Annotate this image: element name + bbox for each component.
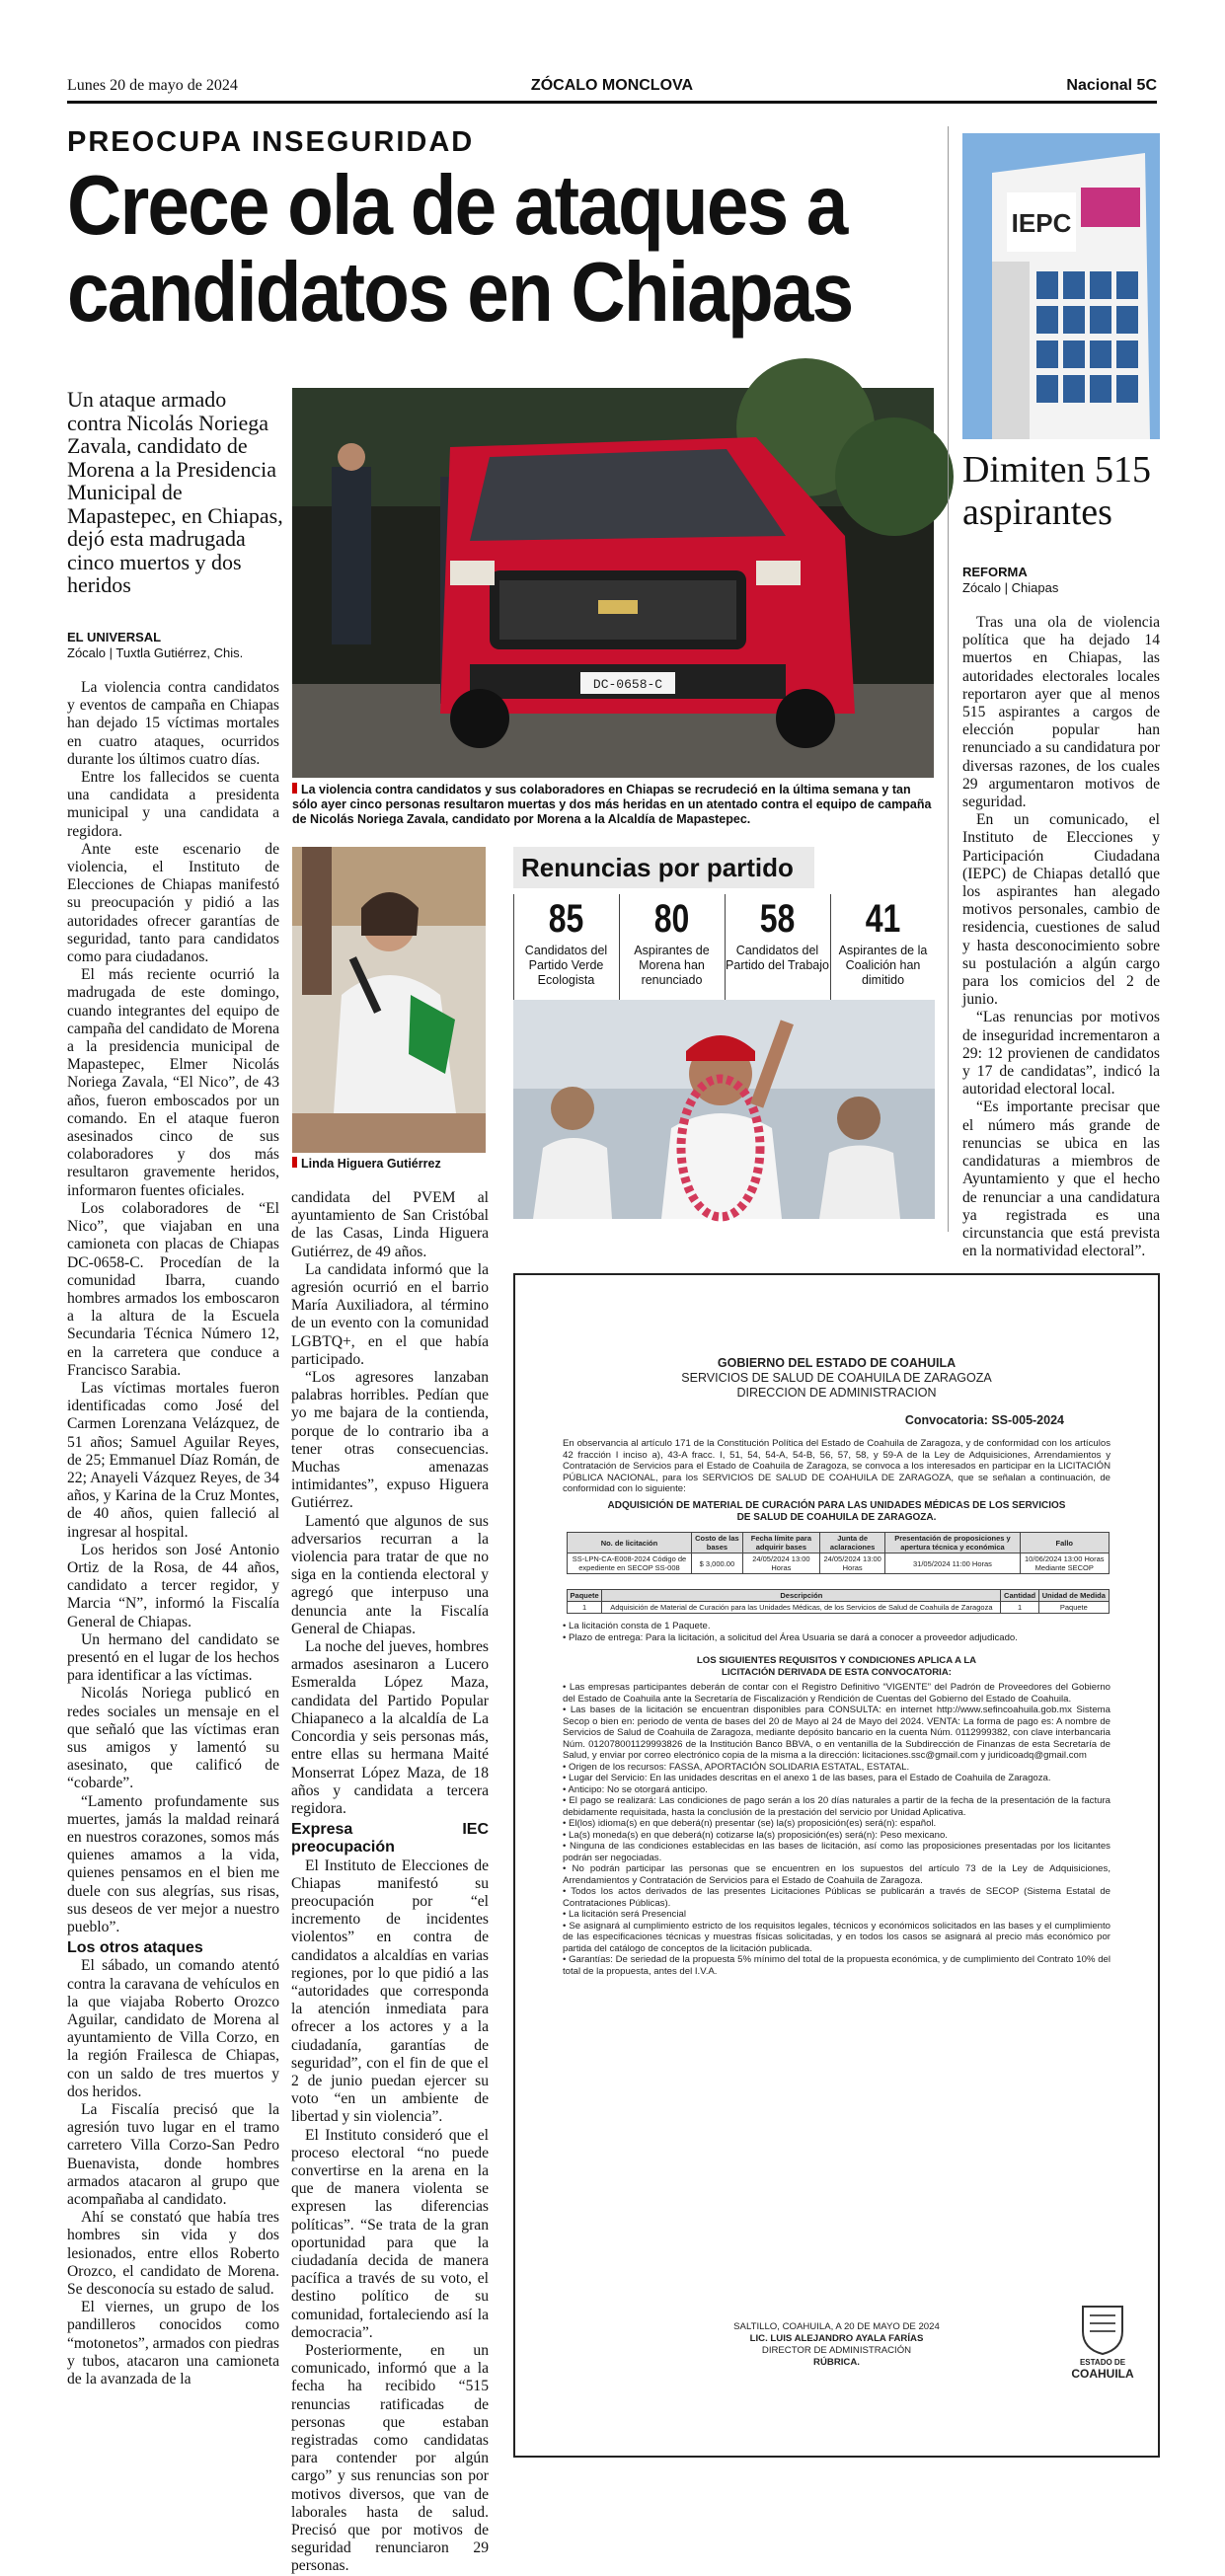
paragraph: El Instituto de Elecciones de Chiapas manifestó su preocupación por “el incremento de incidentes violentos” en contra de candidatos a alcaldías en varias regiones, por lo que pidió a las “autoridades que corresponda la atención inmediata para ofrecer a los actores y a la ciudadanía, garantías de seguridad”, con el fin de que el 2 de junio puedan ejercer su voto “en un ambiente de libertad y sin violencia”. [291, 1856, 489, 2126]
caption-marker [292, 783, 297, 794]
stat-pt [725, 894, 829, 1006]
bullet: • El(los) idioma(s) en que deberá(n) presentar (se) la(s) proposición(es) será(n): español. [563, 1818, 937, 1829]
headline [67, 159, 853, 340]
sidebar-place: Zócalo | Chiapas [962, 580, 1059, 595]
article-column-1 [67, 679, 279, 2515]
sidebar-text [962, 614, 1160, 1260]
sidebar-divider [948, 126, 949, 1232]
sidebar-byline [962, 565, 1058, 596]
bullet: • Las empresas participantes deberán de contar con el Registro Definitivo “VIGENTE” del Padrón de Proveedores del Gobierno del Estado de Coahuila ante la Secretaría de Fiscalización y Rendición de Cuentas del Gobierno del Estado de Coahuila. [563, 1682, 1110, 1705]
notice-signature [515, 2321, 1158, 2369]
paragraph: Un hermano del candidato se presentó en el lugar de los hechos para identificar a las víctimas. [67, 1630, 279, 1685]
th: Cantidad [1001, 1590, 1038, 1602]
bullet: • Se asignará al cumplimiento estricto de los requisitos legales, técnicos y económicos solicitados en las bases y el cumplimiento de las especificaciones técnicas y muestras físicas solicitadas, y en todos los casos se asignará al precio más económico por partida del catálogo de conceptos de la licitación publicada. [563, 1920, 1110, 1954]
subhead-iec: Expresa IEC preocupación [291, 1821, 489, 1856]
paragraph: candidata del PVEM al ayuntamiento de San Cristóbal de las Casas, Linda Higuera Gutiérrez, de 49 años. [291, 1189, 489, 1260]
paragraph: Lamentó que algunos de sus adversarios recurran a la violencia para tratar de que no siga en la contienda electoral y agregó que interpuso una denuncia ante la Fiscalía General de Chiapas. [291, 1512, 489, 1637]
article-column-2 [291, 1189, 489, 2575]
paragraph: Ante este escenario de violencia, el Instituto de Elecciones de Chiapas manifestó su preocupación y pidió a las autoridades ofrecer garantías de seguridad, tanto para candidatos como para ciudadanos. [67, 840, 279, 966]
paragraph: “Lamento profundamente sus muertes, jamás la maldad reinará en nuestros corazones, somos más quienes amamos a la vida, quienes pensamos en el bien me duele con sus alegrías, sus risas, sus deseos de ver mejor a nuestro pueblo”. [67, 1792, 279, 1936]
deck: Un ataque armado contra Nicolás Noriega Zavala, candidato de Morena a la Presidencia Municipal de Mapastepec, en Chiapas, dejó esta madrugada cinco muertos y dos heridos [67, 387, 283, 597]
panel-title: Renuncias por partido [513, 847, 814, 888]
section-page: Nacional 5C [1066, 77, 1157, 94]
td: 24/05/2024 13:00 Horas [742, 1553, 819, 1574]
paragraph: El viernes, un grupo de los pandilleros conocidos como “motonetos”, armados con piedras y tubos, atacaron una camioneta de la avanzada de la [67, 2299, 279, 2388]
td: 1 [568, 1602, 602, 1614]
paragraph: El Instituto consideró que el proceso electoral “no puede convertirse en la arena en la que de manera violenta se expresen las diferencias políticas”. “Se trata de la gran oportunidad para que la ciudadanía decida de manera pacífica a través de su voto, el destino político de su comunidad, fortaleciendo así la democracia”. [291, 2126, 489, 2341]
notice-convocatoria: Convocatoria: SS-005-2024 [904, 1413, 1064, 1427]
th: Descripción [602, 1590, 1001, 1602]
th: Fallo [1020, 1533, 1109, 1553]
bullet: • El pago se realizará: Las condiciones de pago serán a los 20 días naturales a partir de la fecha de la presentación de la factura debidamente requisitada, hasta la conclusión de la prestación del servicio por Unidad Aplicativa. [563, 1795, 1110, 1818]
candidate-caption-text: Linda Higuera Gutiérrez [301, 1157, 441, 1171]
logo-bottom: COAHUILA [1071, 2367, 1134, 2381]
notice-bullets-1 [563, 1621, 1110, 1643]
stat-label: Candidatos del Partido del Trabajo [726, 944, 829, 972]
th: Paquete [568, 1590, 602, 1602]
paragraph: Tras una ola de violencia política que ha dejado 14 muertos en Chiapas, las autoridades electorales locales reportaron ayer que al menos 515 aspirantes a cargos de elección popular han renunciado a su candidatura por diversas razones, de los cuales 29 argumentaron motivos de seguridad. [962, 614, 1160, 811]
red-pickup-illustration [292, 388, 934, 778]
paragraph: Los colaboradores de “El Nico”, que viajaban en una camioneta con placas de Chiapas DC-0658-C. Procedían de la comunidad Ibarra, cuando hombres armados los emboscaron a la altura de la Escuela Secundaria Técnica Número 12, en la carretera que conduce a Francisco Sarabia. [67, 1199, 279, 1379]
byline-place: Zócalo | Tuxtla Gutiérrez, Chis. [67, 645, 244, 660]
iepc-sign: IEPC [1011, 208, 1072, 238]
bullet: • La(s) moneda(s) en que deberá(n) cotizarse la(s) proposición(es) será(n): Peso mexicano. [563, 1829, 948, 1841]
newspaper-name: ZÓCALO MONCLOVA [530, 77, 694, 94]
notice-table-items [567, 1589, 1110, 1614]
iepc-building-photo [962, 133, 1160, 439]
sidebar-source: REFORMA [962, 565, 1028, 579]
main-photo-caption [292, 783, 934, 827]
paragraph: “Es importante precisar que el número más grande de renuncias se ubica en las candidaturas a miembros de Ayuntamiento y que el hecho de renunciar a una candidatura ya registrada es una circunstancia que está prevista en la normatividad electoral”. [962, 1099, 1160, 1260]
stat-number: 80 [653, 897, 690, 941]
candidate-illustration [292, 847, 486, 1153]
candidate-photo [292, 847, 486, 1153]
stat-morena [619, 894, 724, 1006]
th: No. de licitación [568, 1533, 692, 1553]
paragraph: La noche del jueves, hombres armados asesinaron a Lucero Esmeralda López Maza, candidata del Partido Popular Chiapaneco a la alcaldía de La Concordia y seis personas más, entre ellas su hermana Maité Monserrat López Maza, de 18 años y candidata a tercera regidora. [291, 1638, 489, 1817]
subhead-otros-ataques: Los otros ataques [67, 1939, 203, 1957]
td: 1 [1001, 1602, 1038, 1614]
paragraph: “Los agresores lanzaban palabras horribles. Pedían que yo me bajara de la contienda, porque de lo contrario iba a tener otras consecuencias. Muchas amenazas intimidantes”, expuso Higuera Gutiérrez. [291, 1369, 489, 1512]
caption-marker [292, 1157, 297, 1168]
notice-subject: ADQUISICIÓN DE MATERIAL DE CURACIÓN PARA LAS UNIDADES MÉDICAS DE LOS SERVICIOS DE SALUD DE COAHUILA DE ZARAGOZA. [607, 1500, 1066, 1523]
td: $ 3,000.00 [691, 1553, 742, 1574]
bullet: • Lugar del Servicio: En las unidades descritas en el anexo 1 de las bases, para el Estado de Coahuila de Zaragoza. [563, 1773, 1051, 1783]
bullet: • Todos los actos derivados de las presentes Licitaciones Públicas se publicarán a través de SECOP (Sistema Estatal de Contrataciones Públicas). [563, 1886, 1110, 1909]
headline-line-1: Crece ola de ataques a [67, 159, 847, 253]
sidebar-title: Dimiten 515 aspirantes [962, 449, 1152, 533]
stat-coalicion [830, 894, 935, 1006]
paragraph: Posteriormente, en un comunicado, informó que a la fecha ha recibido “515 renuncias ratificadas de personas que estaban registradas como candidatas para contender por algún cargo” y sus renuncias son por motivos diversos, que van de laborales hasta de salud. Precisó que por motivos de seguridad renunciaron 29 personas. [291, 2342, 489, 2575]
td: 10/06/2024 13:00 Horas Mediante SECOP [1020, 1553, 1109, 1574]
th: Presentación de proposiciones y apertura técnica y económica [885, 1533, 1020, 1553]
bullet: • Plazo de entrega: Para la licitación, a solicitud del Área Usuaria se dará a conocer a proveedor adjudicado. [563, 1631, 1018, 1643]
stat-number: 85 [548, 897, 584, 941]
bullet: • Las bases de la licitación se encuentran disponibles para CONSULTA: en internet http://www.sefincoahuila.gob.mx Sistema Secop o bien en: periodo de venta de bases del 20 de Mayo al 24 de Mayo del 2024. VENTA: La forma de pago es: A nombre de Servicios de Salud de Coahuila de Zaragoza, mediante depósito bancario en la cuenta Núm. 0112999382, con clave interbancaria Núm. 012078001129993826 de la Institución Banco BBVA, o en ventanilla de la Subdirección de Finanzas de esta Secretaría de Salud, y enviar por correo electrónico copia de la misma a la dirección: licitaciones.ssc@gmail.com y juridicoadq@gmail.com [563, 1705, 1110, 1761]
paragraph: Nicolás Noriega publicó en redes sociales un mensaje en el que señaló que las víctimas eran sus amigos y lamentó su asesinato, que calificó de “cobarde”. [67, 1685, 279, 1792]
bullet: • Ninguna de las condiciones establecidas en las bases de licitación, así como las proposiciones presentadas por los licitantes podrán ser negociadas. [563, 1841, 1110, 1863]
td: 24/05/2024 13:00 Horas [819, 1553, 885, 1574]
main-photo [292, 388, 934, 778]
sign-name: LIC. LUIS ALEJANDRO AYALA FARÍAS [749, 2333, 924, 2344]
stat-label: Aspirantes de la Coalición han dimitido [838, 944, 928, 987]
issue-date: Lunes 20 de mayo de 2024 [67, 77, 238, 94]
byline-source: EL UNIVERSAL [67, 630, 162, 644]
plate-text: DC-0658-C [592, 677, 663, 692]
sign-rubrica: RÚBRICA. [813, 2357, 860, 2368]
kicker: PREOCUPA INSEGURIDAD [67, 126, 475, 158]
headline-line-2: candidatos en Chiapas [67, 246, 853, 340]
paragraph: El sábado, un comando atentó contra la caravana de vehículos en la que viajaba Roberto Orozco Aguilar, candidato de Morena al ayuntamiento de Villa Corzo, en la región Frailesca de Chiapas, con un saldo de tres muertos y dos heridos. [67, 1957, 279, 2100]
bullet: • Garantías: De seriedad de la propuesta 5% mínimo del total de la propuesta económica, y de cumplimiento del Contrato 10% del total de la propuesta, antes del I.V.A. [563, 1954, 1111, 1977]
logo-top: ESTADO DE [1079, 2358, 1126, 2367]
th: Junta de aclaraciones [819, 1533, 885, 1553]
paragraph: El más reciente ocurrió la madrugada de este domingo, cuando integrantes del equipo de campaña del candidato de Morena a la presidencia municipal de Mapastepec, Elmer Nicolás Noriega Zavala, “El Nico”, de 43 años, fueron emboscados por un comando. En el ataque fueron asesinados cinco de sus colaboradores y dos más resultaron gravemente heridos, informaron fuentes oficiales. [67, 966, 279, 1199]
stat-number: 41 [865, 897, 901, 941]
stat-number: 58 [759, 897, 796, 941]
bullet: • Anticipo: No se otorgará anticipo. [563, 1783, 708, 1795]
td: 31/05/2024 11:00 Horas [885, 1553, 1020, 1574]
sign-place: SALTILLO, COAHUILA, A 20 DE MAYO DE 2024 [733, 2321, 940, 2332]
notice-office: DIRECCION DE ADMINISTRACION [736, 1386, 937, 1400]
paragraph: Las víctimas mortales fueron identificadas como José del Carmen Lorenzana Velázquez, de 51 años; Samuel Aguilar Reyes, de 25; Emmanuel Díaz Román, de 22; Anayeli Vázquez Reyes, de 34 años, y Karina de la Cruz Montes, de 40 años, quien falleció al ingresar al hospital. [67, 1379, 279, 1541]
notice-intro: En observancia al artículo 171 de la Constitución Política del Estado de Coahuila de Zaragoza, y de conformidad con los artículos 42 fracción I inciso a), 43-A fracc. I, 51, 54, 54-A, 54-B, 56, 57, 58, y 59-A de la Ley de Adquisiciones, Arrendamientos y Contratación de Servicios para el Estado de Coahuila de Zaragoza, se convoca a los interesados en participar en la LICITACIÓN PÚBLICA NACIONAL, para los SERVICIOS DE SALUD DE COAHUILA DE ZARAGOZA, que se señalan a continuación, de conformidad con lo siguiente: [563, 1438, 1110, 1494]
notice-req-title: LOS SIGUIENTES REQUISITOS Y CONDICIONES APLICA A LA LICITACIÓN DERIVADA DE ESTA CONVOCATORIA: [696, 1655, 977, 1678]
bullet: • La licitación consta de 1 Paquete. [563, 1621, 711, 1631]
stat-label: Candidatos del Partido Verde Ecologista [524, 944, 608, 987]
notice-dept: SERVICIOS DE SALUD DE COAHUILA DE ZARAGOZA [681, 1371, 992, 1385]
td: Adquisición de Material de Curación para las Unidades Médicas, de los Servicios de Salud de Coahuila de Zaragoza [602, 1602, 1001, 1614]
bullet: • La licitación será Presencial [563, 1909, 686, 1920]
public-notice [513, 1273, 1160, 2458]
page-header [67, 77, 1157, 101]
paragraph: Ahí se constató que había tres hombres sin vida y dos lesionados, entre ellos Roberto Orozco, el candidato de Morena. Se desconocía su estado de salud. [67, 2209, 279, 2299]
bullet: • No podrán participar las personas que se encuentren en los supuestos del artículo 73 de la Ley de Adquisiciones, Arrendamientos y Contratación de Servicios para el Estado de Coahuila de Zaragoza. [563, 1863, 1110, 1886]
stat-label: Aspirantes de Morena han renunciado [634, 944, 710, 987]
paragraph: La candidata informó que la agresión ocurrió en el barrio María Auxiliadora, al término de un evento con la comunidad LGBTQ+, en el que había participado. [291, 1260, 489, 1368]
th: Fecha límite para adquirir bases [742, 1533, 819, 1553]
campaign-photo [513, 1000, 935, 1219]
notice-table-dates [567, 1532, 1110, 1574]
notice-gov: GOBIERNO DEL ESTADO DE COAHUILA [717, 1356, 957, 1370]
paragraph: La Fiscalía precisó que la agresión tuvo lugar en el tramo carretero Villa Corzo-San Pedro Buenavista, donde hombres armados atacaron al grupo que acompañaba al candidato. [67, 2101, 279, 2209]
notice-bullets-2 [563, 1682, 1110, 1977]
byline [67, 630, 284, 661]
notice-header [515, 1356, 1158, 1401]
th: Costo de las bases [691, 1533, 742, 1553]
stat-pvem [513, 894, 618, 1006]
td: Paquete [1038, 1602, 1109, 1614]
bullet: • Origen de los recursos: FASSA, APORTACIÓN SOLIDARIA ESTATAL, ESTATAL. [563, 1761, 910, 1773]
building-illustration [962, 133, 1160, 439]
paragraph: Los heridos son José Antonio Ortiz de la Rosa, de 44 años, candidato a tercer regidor, y Marcia “N”, informó la Fiscalía General de Chiapas. [67, 1541, 279, 1630]
coahuila-logo [1063, 2302, 1142, 2400]
paragraph: Entre los fallecidos se cuenta una candidata a presidenta municipal y una candidata a regidora. [67, 769, 279, 840]
paragraph: En un comunicado, el Instituto de Elecciones y Participación Ciudadana (IEPC) de Chiapas detalló que los aspirantes han alegado motivos personales, cambio de residencia, cuestiones de salud y hasta desconocimiento sobre su postulación a algún cargo para los comicios del 2 de junio. [962, 811, 1160, 1009]
td: SS-LPN-CA-E008-2024 Código de expediente en SECOP SS-008 [568, 1553, 692, 1574]
sign-role: DIRECTOR DE ADMINISTRACIÓN [761, 2345, 912, 2356]
th: Unidad de Medida [1038, 1590, 1109, 1602]
header-rule [67, 101, 1157, 104]
campaign-illustration [513, 1000, 935, 1219]
candidate-caption [292, 1157, 486, 1172]
paragraph: “Las renuncias por motivos de inseguridad incrementaron a 29: 12 provienen de candidatos y 17 de candidatas”, indicó la autoridad electoral local. [962, 1009, 1160, 1099]
coahuila-shield-icon [1078, 2302, 1127, 2356]
main-caption-text: La violencia contra candidatos y sus colaboradores en Chiapas se recrudeció en la última semana y tan sólo ayer cinco personas resultaron muertas y dos más heridas en un atentado contra el equipo de campaña de Nicolás Noriega Zavala, candidato por Morena a la Alcaldía de Mapastepec. [292, 783, 932, 826]
paragraph: La violencia contra candidatos y eventos de campaña en Chiapas han dejado 15 víctimas mortales en cuatro ataques, ocurridos durante los últimos cuatro días. [67, 679, 279, 768]
